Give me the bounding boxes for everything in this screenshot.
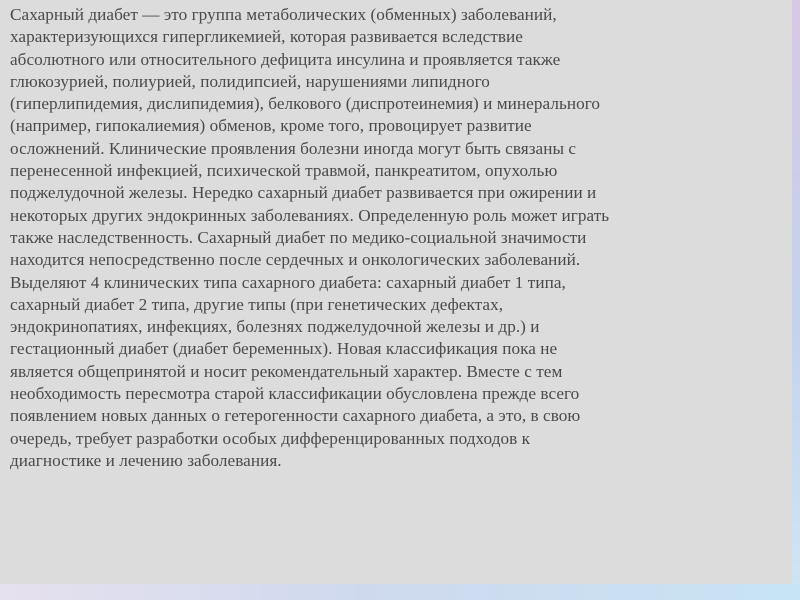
slide-edge-gradient-bottom bbox=[0, 584, 800, 600]
slide-body-text: Сахарный диабет — это группа метаболических (обменных) заболеваний, характеризующихся гипергликемией, которая развивается вследствие абсолютного или относительного дефицита инсулина и проявляется также глюкозурией, полиурией, полидипсией, нарушениями липидного (гиперлипидемия, дислипидемия), белкового (диспротеинемия) и минерального (например, гипокалиемия) обменов, кроме того, провоцирует развитие осложнений. Клинические проявления болезни иногда могут быть связаны с перенесенной инфекцией, психической травмой, панкреатитом, опухолью поджелудочной железы. Нередко сахарный диабет развивается при ожирении и некоторых других эндокринных заболеваниях. Определенную роль может играть также наследственность. Сахарный диабет по медико-социальной значимости находится непосредственно после сердечных и онкологических заболеваний. Выделяют 4 клинических типа сахарного диабета: сахарный диабет 1 типа, сахарный диабет 2 типа, другие типы (при генетических дефектах, эндокринопатиях, инфекциях, болезнях поджелудочной железы и др.) и гестационный диабет (диабет беременных). Новая классификация пока не является общепринятой и носит рекомендательный характер. Вместе с тем необходимость пересмотра старой классификации обусловлена прежде всего появлением новых данных о гетерогенности сахарного диабета, а это, в свою очередь, требует разработки особых дифференцированных подходов к диагностике и лечению заболевания. bbox=[10, 5, 610, 470]
slide-edge-gradient-right bbox=[792, 0, 800, 600]
